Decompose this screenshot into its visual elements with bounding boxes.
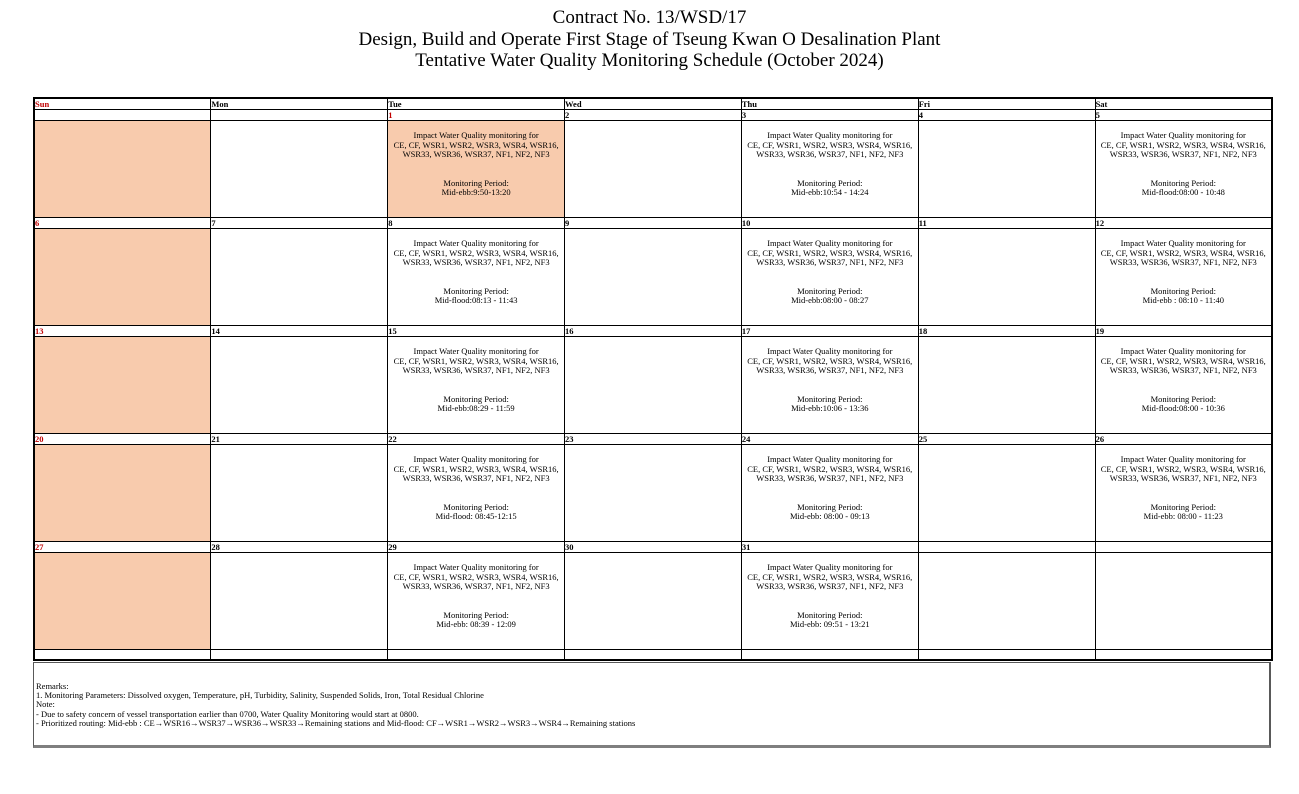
date-row-week-2 [34, 218, 1272, 229]
monitoring-stations-1: CE, CF, WSR1, WSR2, WSR3, WSR4, WSR16, [747, 463, 913, 474]
monitoring-stations-2: WSR33, WSR36, WSR37, NF1, NF2, NF3 [756, 581, 904, 592]
monitoring-stations-1: CE, CF, WSR1, WSR2, WSR3, WSR4, WSR16, [747, 139, 913, 150]
day-header-row [34, 98, 1272, 110]
date-cell-oct-4: 4 [918, 110, 1095, 121]
content-cell-oct-11 [918, 229, 1095, 326]
date-cell-oct-12: 12 [1095, 218, 1272, 229]
date-cell-empty-w1-mon [211, 110, 388, 121]
content-cell-oct-28 [211, 553, 388, 650]
content-cell-oct-8 [388, 229, 565, 326]
content-cell-oct-2 [565, 121, 742, 218]
project-title: Design, Build and Operate First Stage of Tseung Kwan O Desalination Plant [358, 28, 941, 50]
content-cell-oct-20 [34, 445, 211, 542]
day-header-mon: Mon [211, 98, 388, 110]
monitoring-stations-1: CE, CF, WSR1, WSR2, WSR3, WSR4, WSR16, [1100, 463, 1266, 474]
content-cell-oct-22 [388, 445, 565, 542]
content-cell-oct-4 [918, 121, 1095, 218]
content-cell-oct-10 [741, 229, 918, 326]
monitoring-entry [742, 121, 918, 198]
monitoring-period-label: Monitoring Period: [443, 177, 509, 188]
monitoring-stations-1: CE, CF, WSR1, WSR2, WSR3, WSR4, WSR16, [1100, 355, 1266, 366]
monitoring-line-1: Impact Water Quality monitoring for [767, 562, 893, 572]
content-cell-oct-31 [741, 553, 918, 650]
content-cell-oct-9 [565, 229, 742, 326]
monitoring-entry [1096, 445, 1271, 522]
monitoring-line-1: Impact Water Quality monitoring for [413, 130, 539, 140]
content-cell-oct-26 [1095, 445, 1272, 542]
monitoring-period-label: Monitoring Period: [443, 501, 509, 512]
monitoring-period-label: Monitoring Period: [1150, 501, 1216, 512]
monitoring-line-1: Impact Water Quality monitoring for [767, 346, 893, 356]
date-row-week-4 [34, 434, 1272, 445]
monitoring-period-label: Monitoring Period: [797, 285, 863, 296]
date-row-week-3 [34, 326, 1272, 337]
monitoring-stations-2: WSR33, WSR36, WSR37, NF1, NF2, NF3 [1109, 365, 1257, 376]
content-cell-empty-w1-mon [211, 121, 388, 218]
content-cell-oct-30 [565, 553, 742, 650]
monitoring-stations-2: WSR33, WSR36, WSR37, NF1, NF2, NF3 [1109, 149, 1257, 160]
monitoring-period-value: Mid-ebb : 08:10 - 11:40 [1142, 295, 1224, 306]
trailing-cell [741, 650, 918, 661]
date-cell-oct-18: 18 [918, 326, 1095, 337]
content-cell-oct-3 [741, 121, 918, 218]
calendar-header [34, 98, 1272, 110]
date-cell-oct-5: 5 [1095, 110, 1272, 121]
date-cell-oct-13: 13 [34, 326, 211, 337]
content-cell-oct-12 [1095, 229, 1272, 326]
trailing-row [34, 650, 1272, 661]
monitoring-period-label: Monitoring Period: [1150, 285, 1216, 296]
trailing-cell [918, 650, 1095, 661]
content-row-week-4 [34, 445, 1272, 542]
trailing-cell [388, 650, 565, 661]
monitoring-stations-1: CE, CF, WSR1, WSR2, WSR3, WSR4, WSR16, [393, 139, 559, 150]
monitoring-period-value: Mid-ebb: 08:00 - 11:23 [1143, 511, 1223, 522]
day-header-sat: Sat [1095, 98, 1272, 110]
date-cell-oct-20: 20 [34, 434, 211, 445]
monitoring-entry [1096, 229, 1271, 306]
monitoring-stations-1: CE, CF, WSR1, WSR2, WSR3, WSR4, WSR16, [747, 571, 913, 582]
remarks-heading: Remarks: [36, 681, 69, 691]
date-cell-oct-17: 17 [741, 326, 918, 337]
content-cell-oct-13 [34, 337, 211, 434]
monitoring-stations-2: WSR33, WSR36, WSR37, NF1, NF2, NF3 [756, 473, 904, 484]
day-header-wed: Wed [565, 98, 742, 110]
trailing-cell [34, 650, 211, 661]
monitoring-period-value: Mid-flood:08:00 - 10:48 [1141, 187, 1225, 198]
monitoring-period-label: Monitoring Period: [443, 609, 509, 620]
date-cell-oct-19: 19 [1095, 326, 1272, 337]
content-cell-oct-15 [388, 337, 565, 434]
date-cell-oct-11: 11 [918, 218, 1095, 229]
monitoring-period-value: Mid-flood: 08:45-12:15 [435, 511, 517, 522]
date-row-week-1 [34, 110, 1272, 121]
monitoring-period-value: Mid-ebb:08:00 - 08:27 [791, 295, 869, 306]
monitoring-line-1: Impact Water Quality monitoring for [1120, 238, 1246, 248]
calendar-body [34, 110, 1272, 661]
monitoring-entry [742, 229, 918, 306]
content-cell-oct-29 [388, 553, 565, 650]
contract-number: Contract No. 13/WSD/17 [552, 7, 747, 28]
trailing-cell [211, 650, 388, 661]
content-row-week-3 [34, 337, 1272, 434]
date-cell-oct-25: 25 [918, 434, 1095, 445]
content-cell-oct-6 [34, 229, 211, 326]
date-cell-empty-w5-fri [918, 542, 1095, 553]
date-cell-empty-w5-sat [1095, 542, 1272, 553]
monitoring-period-value: Mid-ebb:9:50-13:20 [441, 187, 511, 198]
content-cell-oct-27 [34, 553, 211, 650]
date-row-week-5 [34, 542, 1272, 553]
monitoring-stations-1: CE, CF, WSR1, WSR2, WSR3, WSR4, WSR16, [1100, 247, 1266, 258]
monitoring-period-label: Monitoring Period: [797, 609, 863, 620]
monitoring-entry [742, 337, 918, 414]
monitoring-stations-2: WSR33, WSR36, WSR37, NF1, NF2, NF3 [756, 257, 904, 268]
content-cell-oct-19 [1095, 337, 1272, 434]
monitoring-stations-2: WSR33, WSR36, WSR37, NF1, NF2, NF3 [1109, 257, 1257, 268]
date-cell-oct-29: 29 [388, 542, 565, 553]
monitoring-entry [388, 121, 564, 198]
date-cell-oct-7: 7 [211, 218, 388, 229]
day-header-tue: Tue [388, 98, 565, 110]
title-block [0, 7, 1299, 72]
content-row-week-2 [34, 229, 1272, 326]
remarks-box [33, 662, 1271, 748]
monitoring-stations-2: WSR33, WSR36, WSR37, NF1, NF2, NF3 [402, 149, 550, 160]
monitoring-period-label: Monitoring Period: [797, 501, 863, 512]
monitoring-period-label: Monitoring Period: [797, 393, 863, 404]
content-cell-empty-w1-sun [34, 121, 211, 218]
content-cell-oct-7 [211, 229, 388, 326]
monitoring-stations-2: WSR33, WSR36, WSR37, NF1, NF2, NF3 [402, 257, 550, 268]
date-cell-oct-30: 30 [565, 542, 742, 553]
monitoring-period-label: Monitoring Period: [443, 285, 509, 296]
monitoring-line-1: Impact Water Quality monitoring for [1120, 346, 1246, 356]
monitoring-period-value: Mid-ebb: 08:00 - 09:13 [790, 511, 870, 522]
monitoring-entry [742, 445, 918, 522]
monitoring-line-1: Impact Water Quality monitoring for [413, 454, 539, 464]
monitoring-stations-1: CE, CF, WSR1, WSR2, WSR3, WSR4, WSR16, [393, 247, 559, 258]
note-heading: Note: [36, 699, 55, 710]
content-cell-oct-18 [918, 337, 1095, 434]
content-cell-oct-25 [918, 445, 1095, 542]
monitoring-period-value: Mid-ebb: 09:51 - 13:21 [790, 619, 870, 630]
date-cell-empty-w1-sun [34, 110, 211, 121]
monitoring-period-value: Mid-ebb:10:54 - 14:24 [791, 187, 869, 198]
monitoring-stations-2: WSR33, WSR36, WSR37, NF1, NF2, NF3 [1109, 473, 1257, 484]
date-cell-oct-1: 1 [388, 110, 565, 121]
monitoring-stations-1: CE, CF, WSR1, WSR2, WSR3, WSR4, WSR16, [747, 355, 913, 366]
monitoring-stations-1: CE, CF, WSR1, WSR2, WSR3, WSR4, WSR16, [747, 247, 913, 258]
monitoring-stations-2: WSR33, WSR36, WSR37, NF1, NF2, NF3 [756, 149, 904, 160]
monitoring-entry [388, 445, 564, 522]
date-cell-oct-15: 15 [388, 326, 565, 337]
date-cell-oct-6: 6 [34, 218, 211, 229]
day-header-thu: Thu [741, 98, 918, 110]
monitoring-period-value: Mid-flood:08:13 - 11:43 [434, 295, 518, 306]
monitoring-entry [1096, 337, 1271, 414]
monitoring-period-value: Mid-flood:08:00 - 10:36 [1141, 403, 1225, 414]
date-cell-oct-28: 28 [211, 542, 388, 553]
day-header-fri: Fri [918, 98, 1095, 110]
monitoring-period-value: Mid-ebb: 08:39 - 12:09 [436, 619, 516, 630]
monitoring-entry [742, 553, 918, 630]
date-cell-oct-2: 2 [565, 110, 742, 121]
content-cell-empty-w5-fri [918, 553, 1095, 650]
date-cell-oct-26: 26 [1095, 434, 1272, 445]
monitoring-line-1: Impact Water Quality monitoring for [767, 238, 893, 248]
monitoring-line-1: Impact Water Quality monitoring for [413, 346, 539, 356]
monitoring-entry [388, 229, 564, 306]
monitoring-line-1: Impact Water Quality monitoring for [767, 130, 893, 140]
date-cell-oct-27: 27 [34, 542, 211, 553]
date-cell-oct-10: 10 [741, 218, 918, 229]
monitoring-line-1: Impact Water Quality monitoring for [413, 562, 539, 572]
monitoring-stations-2: WSR33, WSR36, WSR37, NF1, NF2, NF3 [402, 473, 550, 484]
monitoring-line-1: Impact Water Quality monitoring for [413, 238, 539, 248]
date-cell-oct-9: 9 [565, 218, 742, 229]
monitoring-stations-2: WSR33, WSR36, WSR37, NF1, NF2, NF3 [402, 365, 550, 376]
monitoring-period-value: Mid-ebb:10:06 - 13:36 [791, 403, 869, 414]
monitoring-period-label: Monitoring Period: [1150, 393, 1216, 404]
content-cell-empty-w5-sat [1095, 553, 1272, 650]
monitoring-entry [388, 553, 564, 630]
content-cell-oct-5 [1095, 121, 1272, 218]
content-cell-oct-23 [565, 445, 742, 542]
monitoring-stations-1: CE, CF, WSR1, WSR2, WSR3, WSR4, WSR16, [393, 355, 559, 366]
monitoring-line-1: Impact Water Quality monitoring for [1120, 454, 1246, 464]
monitoring-stations-1: CE, CF, WSR1, WSR2, WSR3, WSR4, WSR16, [393, 463, 559, 474]
trailing-cell [565, 650, 742, 661]
monitoring-stations-1: CE, CF, WSR1, WSR2, WSR3, WSR4, WSR16, [393, 571, 559, 582]
content-row-week-1 [34, 121, 1272, 218]
content-cell-oct-14 [211, 337, 388, 434]
content-cell-oct-16 [565, 337, 742, 434]
trailing-cell [1095, 650, 1272, 661]
remark-monitoring-parameters: 1. Monitoring Parameters: Dissolved oxygen, Temperature, pH, Turbidity, Salinity, Suspended Solids, Iron, Total Residual Chlorine [36, 690, 484, 701]
content-cell-oct-21 [211, 445, 388, 542]
note-safety-concern: - Due to safety concern of vessel transportation earlier than 0700, Water Quality Monitoring would start at 0800. [36, 708, 419, 719]
date-cell-oct-31: 31 [741, 542, 918, 553]
content-cell-oct-24 [741, 445, 918, 542]
date-cell-oct-21: 21 [211, 434, 388, 445]
monitoring-entry [388, 337, 564, 414]
monitoring-period-value: Mid-ebb:08:29 - 11:59 [437, 403, 515, 414]
monitoring-stations-2: WSR33, WSR36, WSR37, NF1, NF2, NF3 [402, 581, 550, 592]
schedule-title: Tentative Water Quality Monitoring Schedule (October 2024) [415, 50, 884, 71]
date-cell-oct-23: 23 [565, 434, 742, 445]
monitoring-line-1: Impact Water Quality monitoring for [767, 454, 893, 464]
content-cell-oct-17 [741, 337, 918, 434]
calendar-table [33, 97, 1273, 661]
monitoring-period-label: Monitoring Period: [1150, 177, 1216, 188]
content-cell-oct-1 [388, 121, 565, 218]
monitoring-stations-1: CE, CF, WSR1, WSR2, WSR3, WSR4, WSR16, [1100, 139, 1266, 150]
date-cell-oct-3: 3 [741, 110, 918, 121]
date-cell-oct-14: 14 [211, 326, 388, 337]
date-cell-oct-16: 16 [565, 326, 742, 337]
day-header-sun: Sun [34, 98, 211, 110]
monitoring-stations-2: WSR33, WSR36, WSR37, NF1, NF2, NF3 [756, 365, 904, 376]
date-cell-oct-8: 8 [388, 218, 565, 229]
monitoring-line-1: Impact Water Quality monitoring for [1120, 130, 1246, 140]
monitoring-period-label: Monitoring Period: [797, 177, 863, 188]
date-cell-oct-22: 22 [388, 434, 565, 445]
date-cell-oct-24: 24 [741, 434, 918, 445]
content-row-week-5 [34, 553, 1272, 650]
note-prioritized-routing: - Prioritized routing: Mid-ebb : CE→WSR16→WSR37→WSR36→WSR33→Remaining stations and Mid-flood: CF→WSR1→WSR2→WSR3→WSR4→Remaining stations [36, 717, 636, 728]
monitoring-entry [1096, 121, 1271, 198]
monitoring-period-label: Monitoring Period: [443, 393, 509, 404]
